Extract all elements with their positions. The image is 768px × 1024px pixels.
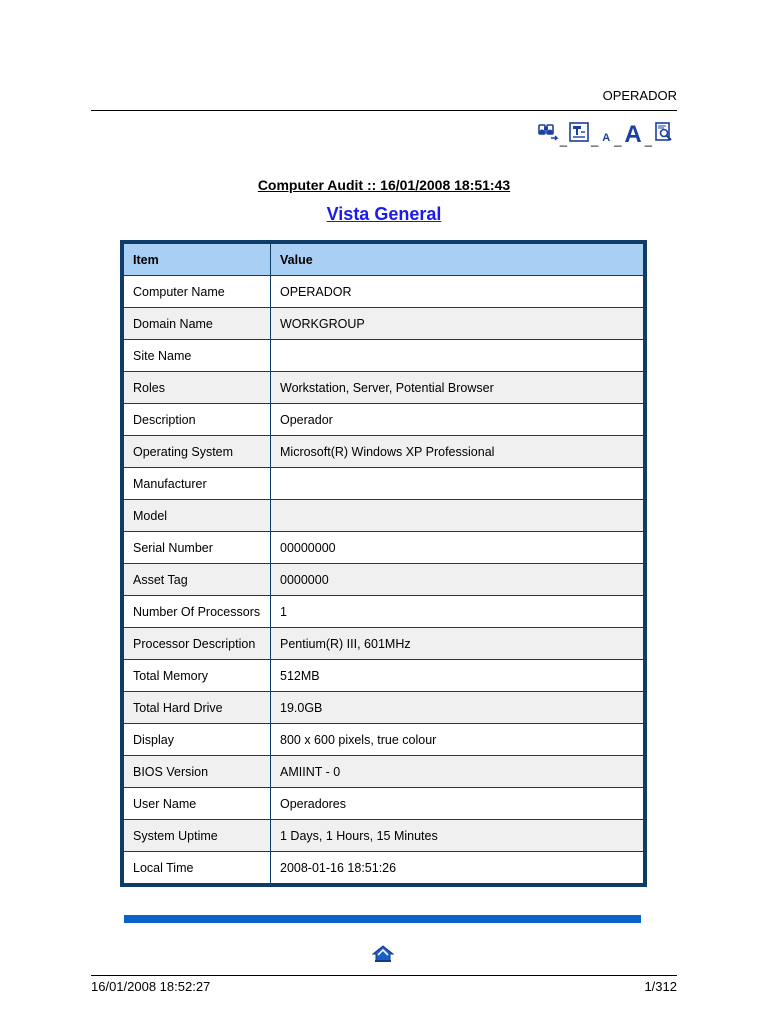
table-row: [124, 628, 644, 660]
row-item: Model: [124, 500, 271, 532]
row-item: User Name: [124, 788, 271, 820]
row-value: 800 x 600 pixels, true colour: [271, 724, 644, 756]
row-value: 00000000: [271, 532, 644, 564]
table-row: [124, 724, 644, 756]
table-row: [124, 820, 644, 852]
column-header-item: Item: [124, 244, 271, 276]
table-row: [124, 596, 644, 628]
table-header-row: [124, 244, 644, 276]
text-document-icon[interactable]: [568, 121, 590, 147]
row-value: OPERADOR: [271, 276, 644, 308]
section-title-link[interactable]: Vista General: [326, 204, 442, 224]
toolbar-separator: _: [559, 132, 567, 147]
row-value: [271, 340, 644, 372]
row-item: Description: [124, 404, 271, 436]
row-item: Display: [124, 724, 271, 756]
report-toolbar: [537, 118, 675, 147]
row-item: Number Of Processors: [124, 596, 271, 628]
table-row: [124, 788, 644, 820]
toolbar-separator: _: [614, 132, 622, 147]
row-item: Total Memory: [124, 660, 271, 692]
table-row: [124, 532, 644, 564]
row-item: Manufacturer: [124, 468, 271, 500]
row-value: WORKGROUP: [271, 308, 644, 340]
table-row: [124, 500, 644, 532]
column-header-value: Value: [271, 244, 644, 276]
row-item: Serial Number: [124, 532, 271, 564]
section-divider-bar: [124, 915, 641, 923]
row-item: Local Time: [124, 852, 271, 884]
table-row: [124, 276, 644, 308]
row-item: Site Name: [124, 340, 271, 372]
row-value: Workstation, Server, Potential Browser: [271, 372, 644, 404]
row-value: 1: [271, 596, 644, 628]
row-item: Asset Tag: [124, 564, 271, 596]
row-value: AMIINT - 0: [271, 756, 644, 788]
binoculars-search-icon[interactable]: [537, 121, 559, 147]
row-item: Total Hard Drive: [124, 692, 271, 724]
table-row: [124, 852, 644, 884]
row-item: Roles: [124, 372, 271, 404]
font-decrease-icon[interactable]: A: [602, 132, 611, 144]
overview-table: [120, 240, 647, 887]
row-value: Microsoft(R) Windows XP Professional: [271, 436, 644, 468]
row-item: Computer Name: [124, 276, 271, 308]
footer-divider: [91, 975, 677, 976]
row-value: 2008-01-16 18:51:26: [271, 852, 644, 884]
toolbar-separator: _: [591, 132, 599, 147]
row-item: Operating System: [124, 436, 271, 468]
table-row: [124, 340, 644, 372]
table-row: [124, 404, 644, 436]
table-row: [124, 660, 644, 692]
row-item: BIOS Version: [124, 756, 271, 788]
row-value: [271, 500, 644, 532]
row-value: Operadores: [271, 788, 644, 820]
row-item: Domain Name: [124, 308, 271, 340]
toolbar-separator: _: [644, 132, 652, 147]
home-icon[interactable]: [372, 945, 394, 968]
row-value: Pentium(R) III, 601MHz: [271, 628, 644, 660]
table-row: [124, 564, 644, 596]
audit-title: Computer Audit :: 16/01/2008 18:51:43: [257, 177, 511, 193]
table-row: [124, 308, 644, 340]
row-value: 512MB: [271, 660, 644, 692]
page-number: 1/312: [644, 979, 677, 994]
font-increase-icon[interactable]: A: [624, 121, 642, 148]
row-value: [271, 468, 644, 500]
row-item: System Uptime: [124, 820, 271, 852]
print-preview-icon[interactable]: [653, 121, 675, 147]
table-row: [124, 756, 644, 788]
table-row: [124, 468, 644, 500]
table-row: [124, 436, 644, 468]
header-divider: [91, 110, 677, 111]
row-item: Processor Description: [124, 628, 271, 660]
row-value: 19.0GB: [271, 692, 644, 724]
footer-timestamp: 16/01/2008 18:52:27: [91, 979, 211, 994]
table-row: [124, 372, 644, 404]
row-value: 0000000: [271, 564, 644, 596]
table-row: [124, 692, 644, 724]
row-value: 1 Days, 1 Hours, 15 Minutes: [271, 820, 644, 852]
row-value: Operador: [271, 404, 644, 436]
page-header-label: OPERADOR: [602, 88, 677, 103]
